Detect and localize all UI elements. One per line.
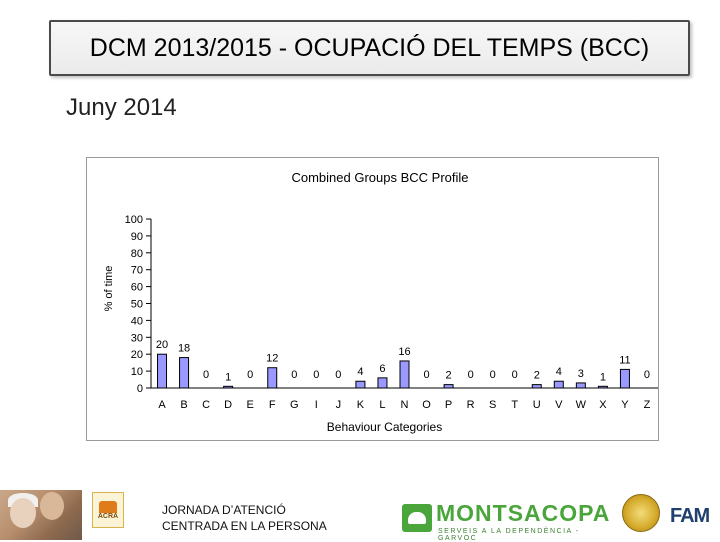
- data-label-V: 4: [555, 366, 562, 379]
- data-label-X: 1: [599, 371, 606, 384]
- y-tick-label: 20: [130, 349, 143, 362]
- y-tick-label: 0: [136, 383, 143, 395]
- x-tick-label-G: G: [290, 399, 299, 411]
- x-tick-label-X: X: [599, 399, 607, 411]
- x-tick-label-E: E: [246, 399, 254, 411]
- bar-L: [378, 378, 387, 388]
- data-label-S: 0: [489, 369, 496, 381]
- y-tick-label: 50: [130, 298, 143, 311]
- x-tick-label-I: I: [314, 399, 318, 411]
- x-tick-label-V: V: [555, 399, 563, 411]
- bar-P: [444, 385, 453, 388]
- data-label-W: 3: [577, 367, 584, 380]
- bar-B: [180, 358, 189, 388]
- y-tick-label: 80: [130, 247, 143, 260]
- acra-logo-text: ACRA: [97, 512, 119, 520]
- x-tick-label-Y: Y: [621, 399, 629, 411]
- footer-photo: [0, 490, 82, 540]
- bar-K: [356, 381, 365, 388]
- x-tick-label-F: F: [268, 399, 276, 411]
- bar-X: [598, 386, 607, 388]
- bar-Y: [620, 369, 629, 388]
- x-tick-label-O: O: [422, 399, 431, 411]
- montsacopa-logo: [402, 500, 611, 542]
- x-tick-label-T: T: [511, 399, 519, 411]
- data-label-N: 16: [398, 345, 411, 358]
- x-tick-label-L: L: [379, 399, 386, 411]
- fam-logo: FAM: [670, 505, 710, 527]
- data-label-T: 0: [511, 369, 518, 381]
- acra-logo: [92, 492, 124, 528]
- data-label-Z: 0: [643, 369, 651, 381]
- data-label-Y: 11: [619, 354, 631, 367]
- data-label-L: 6: [379, 362, 386, 375]
- x-tick-label-Z: Z: [643, 399, 651, 411]
- quality-seal-icon: [622, 494, 660, 532]
- data-label-J: 0: [335, 369, 342, 381]
- x-tick-label-R: R: [466, 399, 475, 411]
- x-tick-label-N: N: [400, 399, 409, 411]
- data-label-O: 0: [423, 369, 430, 381]
- footer-caption: [162, 502, 327, 534]
- data-label-U: 2: [533, 369, 540, 382]
- y-tick-label: 60: [130, 281, 143, 294]
- bar-F: [268, 368, 277, 388]
- data-label-C: 0: [203, 369, 210, 381]
- data-label-D: 1: [225, 371, 232, 384]
- x-tick-label-C: C: [202, 399, 211, 411]
- slide-title: DCM 2013/2015 - OCUPACIÓ DEL TEMPS (BCC): [89, 33, 650, 62]
- data-label-P: 2: [445, 369, 452, 382]
- slide-title-box: [49, 20, 690, 76]
- x-tick-label-A: A: [158, 399, 166, 411]
- data-label-K: 4: [357, 366, 364, 379]
- footer-caption-line1: JORNADA D’ATENCIÓ: [162, 503, 286, 517]
- data-label-F: 12: [266, 352, 279, 365]
- chart-frame: [86, 157, 659, 441]
- bar-U: [532, 385, 541, 388]
- chart-title: Combined Groups BCC Profile: [291, 170, 469, 185]
- y-axis-label: % of time: [103, 265, 115, 312]
- slide-subtitle: Juny 2014: [66, 94, 177, 121]
- x-tick-label-K: K: [356, 399, 365, 411]
- x-tick-label-P: P: [444, 399, 453, 411]
- x-tick-label-J: J: [335, 399, 342, 411]
- data-label-I: 0: [313, 369, 320, 381]
- bcc-bar-chart: [87, 158, 660, 442]
- bar-A: [158, 354, 167, 388]
- bar-W: [576, 383, 585, 388]
- y-tick-label: 70: [130, 264, 143, 277]
- data-label-A: 20: [155, 339, 169, 352]
- y-tick-label: 30: [130, 332, 143, 345]
- montsacopa-icon: [402, 504, 432, 532]
- bar-N: [400, 361, 409, 388]
- x-tick-label-W: W: [575, 399, 587, 411]
- y-tick-label: 100: [124, 214, 143, 226]
- footer-caption-line2: CENTRADA EN LA PERSONA: [162, 519, 327, 533]
- y-tick-label: 90: [130, 230, 143, 243]
- x-axis-label: Behaviour Categories: [326, 420, 443, 434]
- bar-D: [224, 386, 233, 388]
- data-label-B: 18: [177, 342, 191, 355]
- montsacopa-tagline: SERVEIS A LA DEPENDÈNCIA - GARVOC: [438, 528, 580, 542]
- bar-V: [554, 381, 563, 388]
- montsacopa-name: MONTSACOPA: [436, 500, 611, 526]
- x-tick-label-D: D: [224, 399, 233, 411]
- x-tick-label-S: S: [489, 399, 497, 411]
- x-tick-label-U: U: [532, 399, 541, 411]
- data-label-E: 0: [247, 369, 254, 381]
- data-label-G: 0: [291, 369, 298, 381]
- data-label-R: 0: [467, 369, 474, 381]
- y-tick-label: 40: [130, 315, 143, 328]
- y-tick-label: 10: [130, 366, 143, 379]
- x-tick-label-B: B: [180, 399, 188, 411]
